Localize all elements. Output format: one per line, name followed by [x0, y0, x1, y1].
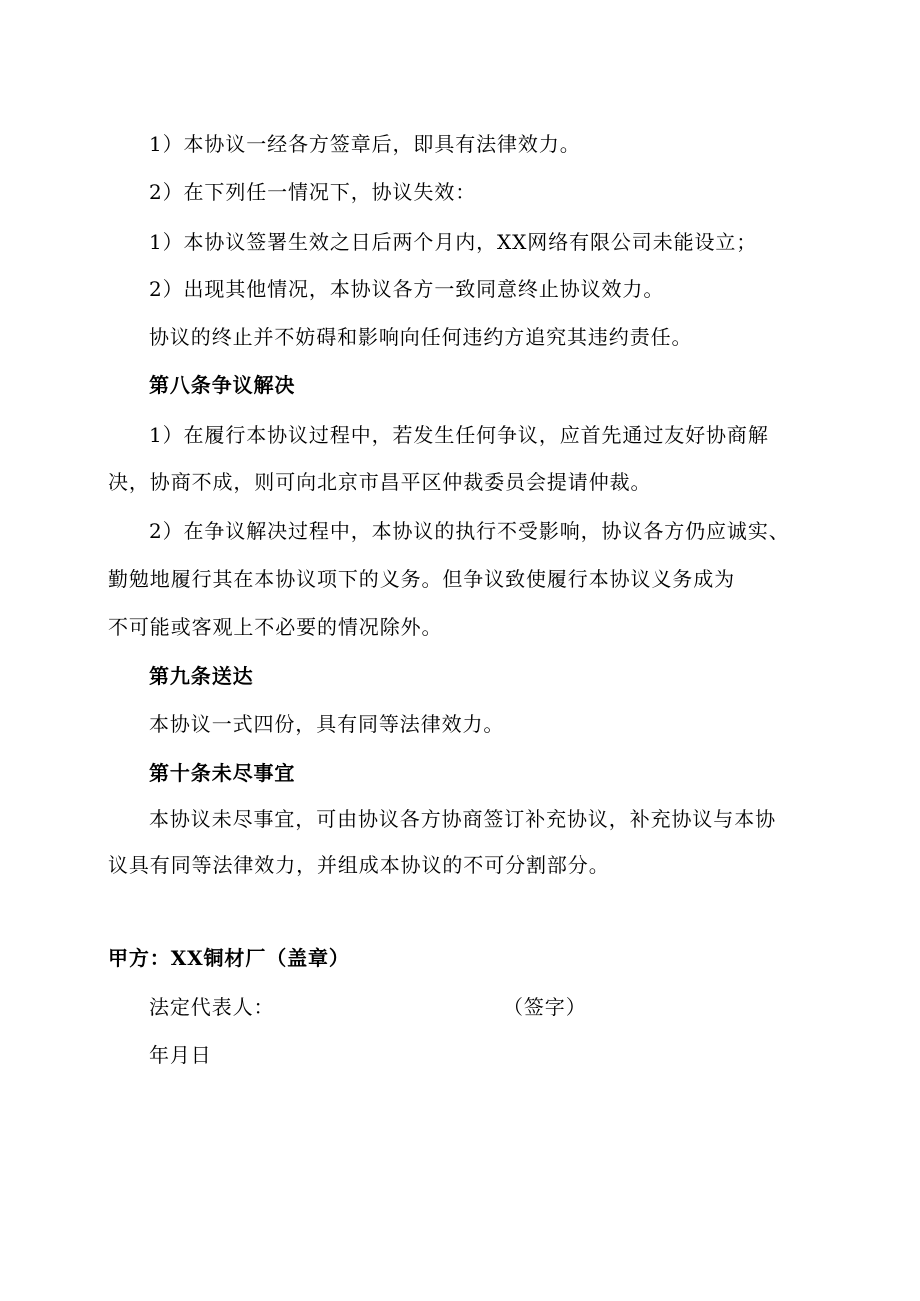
- clause-7-paragraph-2: 2）在下列任一情况下，协议失效：: [149, 180, 477, 204]
- clause-8-paragraph-2-line-3: 不可能或客观上不必要的情况除外。: [108, 615, 443, 639]
- party-a-heading: 甲方：XX铜材厂（盖章）: [108, 946, 350, 970]
- clause-9-paragraph-1: 本协议一式四份，具有同等法律效力。: [149, 712, 505, 736]
- clause-9-heading: 第九条送达: [149, 664, 254, 688]
- clause-8-paragraph-1-line-1: 1）在履行本协议过程中，若发生任何争议，应首先通过友好协商解: [149, 423, 769, 447]
- clause-8-paragraph-2-line-1: 2）在争议解决过程中，本协议的执行不受影响，协议各方仍应诚实、: [149, 519, 790, 543]
- clause-8-paragraph-1-line-2: 决，协商不成，则可向北京市昌平区仲裁委员会提请仲裁。: [108, 470, 652, 494]
- clause-8-paragraph-2-line-2: 勤勉地履行其在本协议项下的义务。但争议致使履行本协议义务成为: [108, 567, 735, 591]
- clause-10-paragraph-1-line-1: 本协议未尽事宜，可由协议各方协商签订补充协议，补充协议与本协: [149, 807, 776, 831]
- date-label: 年月日: [149, 1043, 212, 1067]
- clause-10-paragraph-1-line-2: 议具有同等法律效力，并组成本协议的不可分割部分。: [108, 853, 610, 877]
- signature-label: （签字）: [503, 995, 587, 1019]
- clause-7-paragraph-3: 1）本协议签署生效之日后两个月内，XX网络有限公司未能设立；: [149, 230, 758, 254]
- clause-7-paragraph-4: 2）出现其他情况，本协议各方一致同意终止协议效力。: [149, 277, 665, 301]
- legal-representative-label: 法定代表人：: [149, 995, 275, 1019]
- clause-8-heading: 第八条争议解决: [149, 373, 296, 397]
- clause-7-paragraph-5: 协议的终止并不妨碍和影响向任何违约方追究其违约责任。: [149, 325, 693, 349]
- clause-7-paragraph-1: 1）本协议一经各方签章后，即具有法律效力。: [149, 132, 581, 156]
- clause-10-heading: 第十条未尽事宜: [149, 761, 296, 785]
